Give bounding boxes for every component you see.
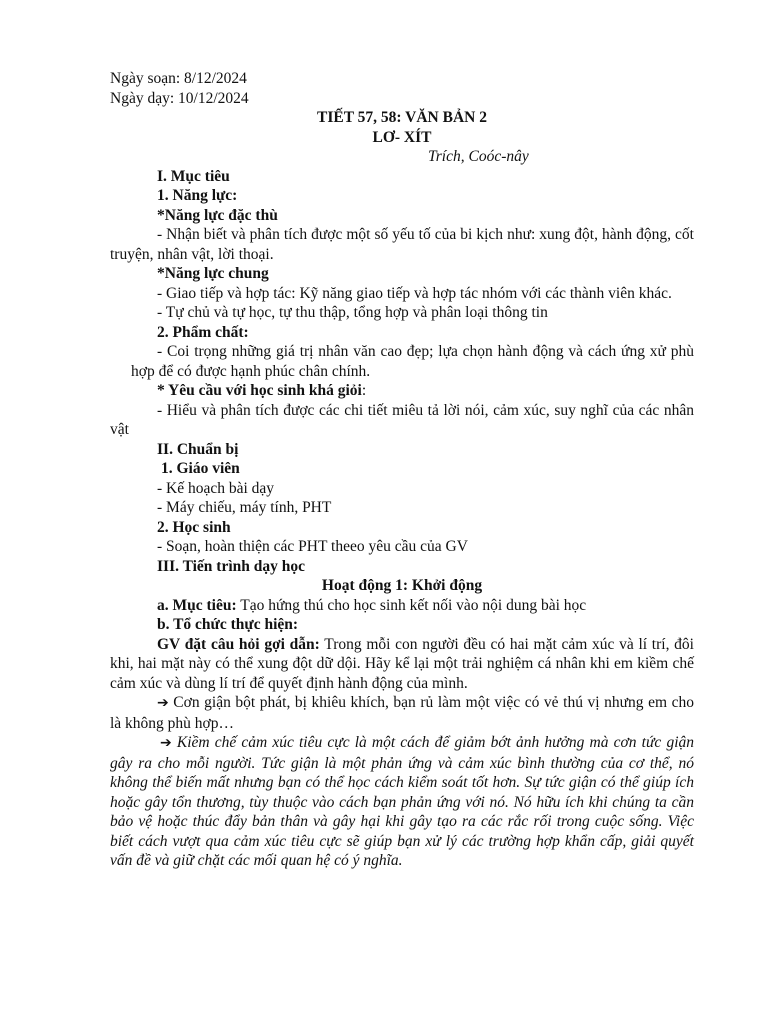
prep-date: Ngày soạn: 8/12/2024 — [110, 70, 247, 87]
answer-paragraph-2 — [110, 733, 694, 871]
teacher-item-2: - Máy chiếu, máy tính, PHT — [157, 499, 332, 516]
general-competence-text-2: - Tự chủ và tự học, tự thu thập, tổng hợp và phân loại thông tin — [157, 304, 548, 321]
subheading-qualities: 2. Phẩm chất: — [157, 323, 249, 341]
teacher-question — [110, 635, 694, 694]
arrow-right-icon: ➔ — [160, 735, 172, 751]
work-author: Trích, Coóc-nây — [428, 148, 529, 165]
section-heading-procedure: III. Tiến trình dạy học — [157, 557, 306, 575]
activity-goal — [110, 596, 694, 616]
advanced-requirement-heading — [110, 381, 694, 401]
advanced-requirement-text: - Hiểu và phân tích được các chi tiết miêu tả lời nói, cảm xúc, suy nghĩ của các nhân vật — [110, 401, 694, 438]
subheading-teacher: 1. Giáo viên — [161, 460, 240, 477]
general-competence-text-1: - Giao tiếp và hợp tác: Kỹ năng giao tiếp và hợp tác nhóm với các thành viên khác. — [157, 284, 672, 302]
work-title: LƠ- XÍT — [372, 128, 432, 146]
subheading-specific-competence: *Năng lực đặc thù — [157, 206, 278, 224]
subheading-general-competence: *Năng lực chung — [157, 265, 269, 282]
teacher-question-label: GV đặt câu hỏi gợi dẫn: — [157, 635, 320, 653]
student-item-1: - Soạn, hoàn thiện các PHT theeo yêu cầu của GV — [157, 538, 468, 555]
advanced-requirement-colon: : — [361, 382, 367, 399]
section-heading-objectives: I. Mục tiêu — [157, 167, 230, 185]
teacher-question-text: Trong mỗi con người đều có hai mặt cảm xúc và lí trí, đôi khi, hai mặt này có thể xung đột dữ dội. Hãy kể lại một trải nghiệm cá nhân khi em kiềm chế cảm xúc và dùng lí trí để quyết định hành động của mình. — [110, 635, 694, 692]
activity-goal-label: a. Mục tiêu: — [157, 596, 237, 614]
qualities-text: - Coi trọng những giá trị nhân văn cao đẹp; lựa chọn hành động và cách ứng xử phù hợp để có được hạnh phúc chân chính. — [131, 343, 694, 380]
advanced-requirement-label: * Yêu cầu với học sinh khá giỏi — [157, 382, 362, 399]
teach-date: Ngày dạy: 10/12/2024 — [110, 89, 249, 107]
specific-competence-text: - Nhận biết và phân tích được một số yếu tố của bi kịch như: xung đột, hành động, cốt truyện, nhân vật, lời thoại. — [110, 226, 694, 263]
activity-goal-text: Tạo hứng thú cho học sinh kết nối vào nội dung bài học — [236, 596, 587, 614]
activity-organization-heading: b. Tổ chức thực hiện: — [157, 616, 299, 633]
answer-paragraph-1 — [110, 693, 694, 733]
teacher-item-1: - Kế hoạch bài dạy — [157, 479, 275, 497]
activity-1-heading: Hoạt động 1: Khởi động — [321, 577, 483, 594]
lesson-plan-content — [110, 69, 694, 871]
arrow-right-icon: ➔ — [157, 695, 169, 711]
lesson-title: TIẾT 57, 58: VĂN BẢN 2 — [317, 109, 487, 126]
subheading-student: 2. Học sinh — [157, 518, 231, 536]
answer-2-text: Kiềm chế cảm xúc tiêu cực là một cách để giảm bớt ảnh hưởng mà cơn tức giận gây ra cho mỗi người. Tức giận là một phản ứng và cảm xúc bình thường của cơ thể, nó không thể biến mất nhưng bạn có thể học cách kiểm soát tốt hơn. Sự tức giận có thể giúp ích hoặc gây tổn thương, tùy thuộc vào cách bạn phản ứng với nó. Nó hữu ích khi chúng ta cần bảo vệ hoặc thúc đẩy bản thân và gây hại khi gây tạo ra các rắc rối trong cuộc sống. Việc biết cách vượt qua cảm xúc tiêu cực sẽ giúp bạn xử lý các trường hợp khẩn cấp, giải quyết vấn đề và giữ chặt các mối quan hệ có ý nghĩa. — [110, 734, 694, 869]
answer-1-text: Cơn giận bột phát, bị khiêu khích, bạn rủ làm một việc có vẻ thú vị nhưng em cho là không phù hợp… — [110, 694, 694, 732]
subheading-competence: 1. Năng lực: — [157, 187, 238, 204]
section-heading-preparation: II. Chuẩn bị — [157, 440, 239, 458]
